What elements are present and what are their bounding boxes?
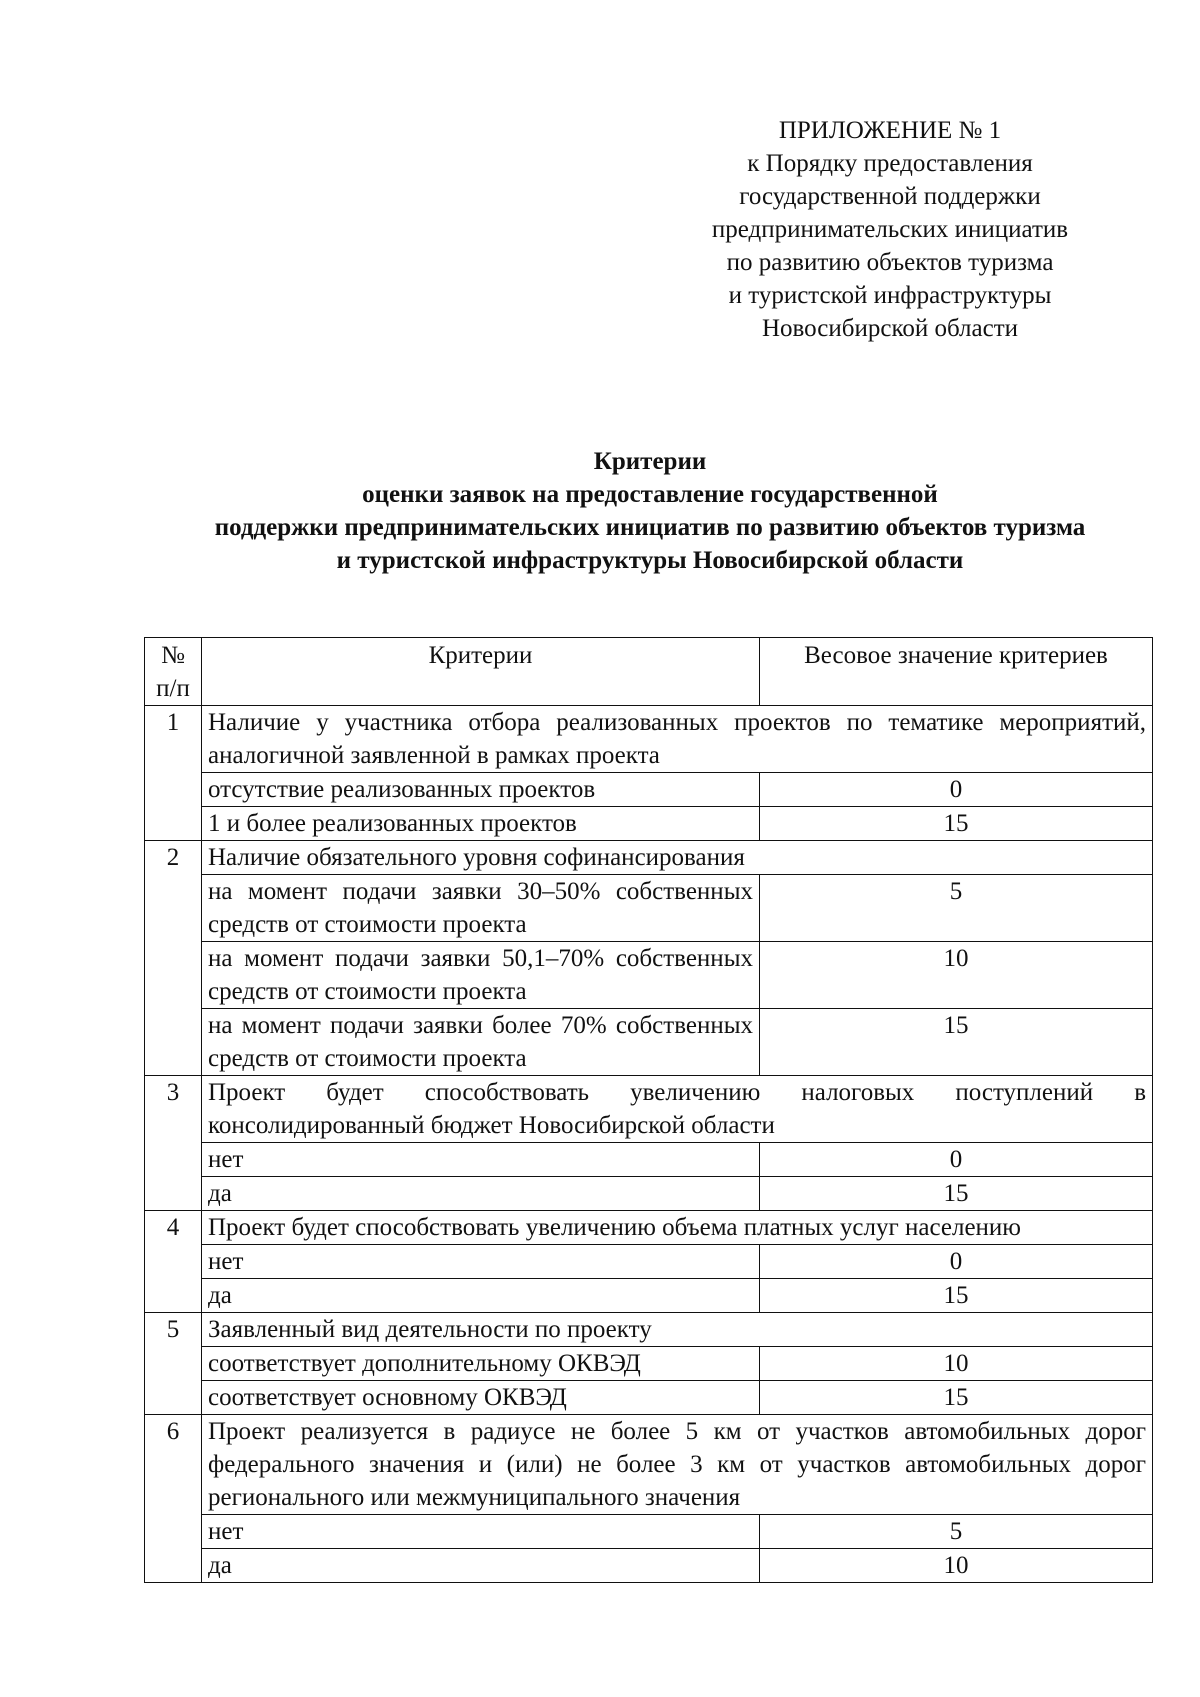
option-label: да [202,1549,760,1583]
table-row [145,1515,1153,1549]
table-row [145,807,1153,841]
table-row [145,1279,1153,1313]
row-number: 6 [145,1415,202,1583]
table-row [145,1549,1153,1583]
table-header-row [145,638,1153,706]
title-line: оценки заявок на предоставление государственной [362,481,938,508]
criterion-text: Проект будет способствовать увеличению объема платных услуг населению [202,1211,1153,1245]
criterion-text: Проект реализуется в радиусе не более 5 км от участков автомобильных дорог федерального значения и (или) не более 3 км от участков автомобильных дорог регионального или межмуниципального значения [202,1415,1153,1515]
option-label: да [202,1279,760,1313]
annex-line: ПРИЛОЖЕНИЕ № 1 [778,117,1002,144]
header-criteria: Критерии [202,638,760,706]
annex-line: государственной поддержки [739,183,1041,210]
table-row [145,1177,1153,1211]
annex-line: и туристской инфраструктуры [728,282,1052,309]
table-row [145,875,1153,942]
document-title [100,445,1200,577]
title-line: Критерии [593,448,707,475]
option-label: нет [202,1245,760,1279]
option-value: 10 [760,942,1153,1009]
table-row [145,1347,1153,1381]
option-value: 15 [760,1177,1153,1211]
table-row [145,1076,1153,1143]
option-label: отсутствие реализованных проектов [202,773,760,807]
criterion-text: Наличие у участника отбора реализованных проектов по тематике мероприятий, аналогичной заявленной в рамках проекта [202,706,1153,773]
option-value: 0 [760,1245,1153,1279]
annex-line: по развитию объектов туризма [726,249,1054,276]
option-value: 0 [760,1143,1153,1177]
table-row [145,1211,1153,1245]
option-label: на момент подачи заявки более 70% собственных средств от стоимости проекта [202,1009,760,1076]
option-value: 15 [760,807,1153,841]
row-number: 2 [145,841,202,1076]
criterion-text: Проект будет способствовать увеличению налоговых поступлений в консолидированный бюджет Новосибирской области [202,1076,1153,1143]
option-label: да [202,1177,760,1211]
option-label: нет [202,1143,760,1177]
annex-line: предпринимательских инициатив [711,216,1069,243]
option-value: 10 [760,1347,1153,1381]
option-label: на момент подачи заявки 50,1–70% собственных средств от стоимости проекта [202,942,760,1009]
criterion-text: Заявленный вид деятельности по проекту [202,1313,1153,1347]
table-row [145,1009,1153,1076]
table-row [145,1415,1153,1515]
option-value: 10 [760,1549,1153,1583]
table-row [145,1313,1153,1347]
criterion-text: Наличие обязательного уровня софинансирования [202,841,1153,875]
title-line: и туристской инфраструктуры Новосибирской области [336,547,964,574]
row-number: 3 [145,1076,202,1211]
option-value: 5 [760,1515,1153,1549]
table-row [145,841,1153,875]
table-row [145,1381,1153,1415]
criteria-table [144,637,1153,1583]
header-weight: Весовое значение критериев [760,638,1153,706]
table-row [145,706,1153,773]
annex-line: к Порядку предоставления [747,150,1033,177]
table-row [145,1245,1153,1279]
annex-line: Новосибирской области [761,315,1019,342]
option-value: 0 [760,773,1153,807]
row-number: 4 [145,1211,202,1313]
option-value: 5 [760,875,1153,942]
row-number: 5 [145,1313,202,1415]
table-row [145,1143,1153,1177]
option-value: 15 [760,1279,1153,1313]
option-label: нет [202,1515,760,1549]
header-num: № п/п [145,638,202,706]
option-label: на момент подачи заявки 30–50% собственных средств от стоимости проекта [202,875,760,942]
table-row [145,942,1153,1009]
option-label: соответствует дополнительному ОКВЭД [202,1347,760,1381]
option-value: 15 [760,1381,1153,1415]
title-line: поддержки предпринимательских инициатив по развитию объектов туризма [214,514,1086,541]
annex-heading [650,114,1130,345]
option-label: 1 и более реализованных проектов [202,807,760,841]
table-row [145,773,1153,807]
row-number: 1 [145,706,202,841]
option-label: соответствует основному ОКВЭД [202,1381,760,1415]
option-value: 15 [760,1009,1153,1076]
